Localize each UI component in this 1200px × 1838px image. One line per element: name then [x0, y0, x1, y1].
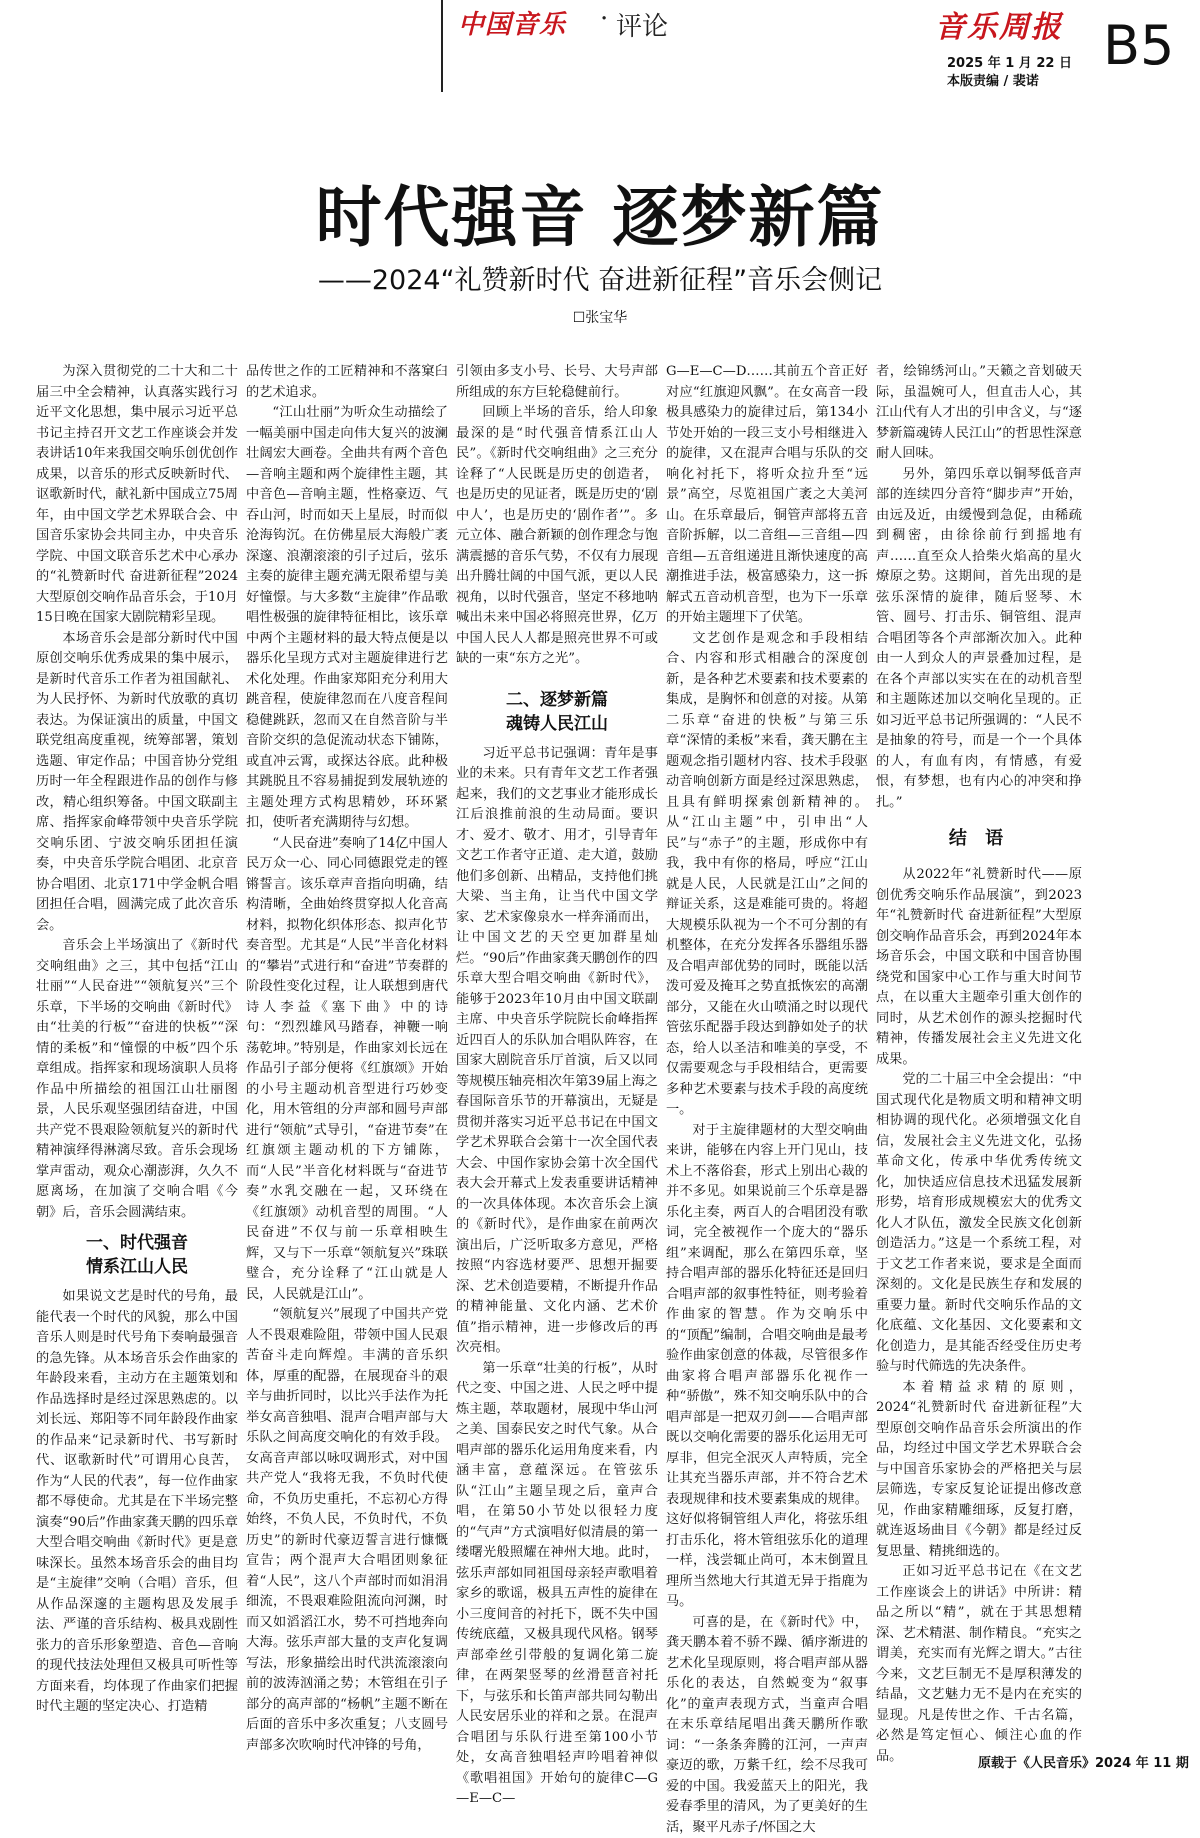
paragraph: 为深入贯彻党的二十大和二十届三中全会精神，认真落实践行习近平文化思想，集中展示习近平总书记主持召开文艺工作座谈会并发表讲话10年来我国交响乐创优创作成果，以音乐的形式反映新时代、讴歌新时代，献礼新中国成立75周年，由中国文学艺术界联合会、中国音乐家协会共同主办，中央音乐学院、中国文联音乐艺术中心承办的“礼赞新时代 奋进新征程”2024大型原创交响作品音乐会，于10月15日晚在国家大剧院精彩呈现。 — [36, 362, 238, 629]
paragraph: 另外，第四乐章以铜琴低音声部的连续四分音符“脚步声”开始，由远及近，由缓慢到急促，由稀疏到稠密，由徐徐前行到摇地有声……直至众人拾柴火焰高的星火燎原之势。这期间，首先出现的是弦乐深情的旋律，随后竖琴、木管、圆号、打击乐、铜管组、混声合唱团等各个声部渐次加入。此种由一人到众人的声景叠加过程，是在各个声部以实实在在的动机音型和主题陈述加以交响化呈现的。正如习近平总书记所强调的：“人民不是抽象的符号，而是一个一个具体的人，有血有肉，有情感，有爱恨，有梦想，也有内心的冲突和挣扎。” — [876, 465, 1082, 814]
paragraph: 可喜的是，在《新时代》中，龚天鹏本着不骄不躁、循序渐进的艺术化呈现原则，将合唱声部从器乐化的表达，自然蜕变为“叙事化”的童声表现方式，当童声合唱在末乐章结尾唱出龚天鹏所作歌词：“一条条奔腾的江河，一声声豪迈的歌，万紫千红，绘不尽我可爱的中国。我爱蓝天上的阳光，我爱春季里的清风，为了更美好的生活，聚平凡赤子/怀国之大 — [666, 1613, 868, 1838]
column-3 — [456, 362, 658, 1810]
article-title: 时代强音 逐梦新篇 — [0, 164, 1200, 259]
paragraph: 从2022年“礼赞新时代——原创优秀交响乐作品展演”，到2023年“礼赞新时代 奋进新征程”大型原创交响作品音乐会，再到2024年本场音乐会，中国文联和中国音协围绕党和国家中心工作与重大时间节点，在以重大主题牵引重大创作的同时，从艺术创作的源头挖掘时代精神，传播发展社会主义先进文化成果。 — [876, 865, 1082, 1070]
header-separator: · — [600, 4, 608, 34]
section-heading-1 — [36, 1231, 238, 1279]
section-heading-2 — [456, 688, 658, 736]
paragraph: 品传世之作的工匠精神和不落窠臼的艺术追求。 — [246, 362, 448, 403]
section-heading-line: 二、逐梦新篇 — [456, 688, 658, 712]
paragraph: 正如习近平总书记在《在文艺工作座谈会上的讲话》中所讲：精品之所以“精”，就在于其思想精深、艺术精湛、制作精良。“充实之谓美，充实而有光辉之谓大。”古往今来，文艺巨制无不是厚积薄发的结晶，文艺魅力无不是内在充实的显现。凡是传世之作、千古名篇，必然是笃定恒心、倾注心血的作品。 — [876, 1562, 1082, 1767]
page-number: B5 — [1103, 14, 1174, 77]
paragraph: 如果说文艺是时代的号角，最能代表一个时代的风貌，那么中国音乐人则是时代号角下奏响最强音的急先锋。从本场音乐会作曲家的年龄段来看，主动方在主题策划和作品选择时是经过深思熟虑的。以刘长远、郑阳等不同年龄段作曲家的作品来“记录新时代、书写新时代、讴歌新时代”可谓用心良苦，作为“人民的代表”，每一位作曲家都不辱使命。尤其是在下半场完整演奏“90后”作曲家龚天鹏的四乐章大型合唱交响曲《新时代》更是意味深长。虽然本场音乐会的曲目均是“主旋律”交响（合唱）音乐，但从作品深邃的主题构思及发展手法、严谨的音乐结构、极具戏剧性张力的音乐形象塑造、音色—音响的现代技法处理但又极具可听性等方面来看，均体现了作曲家们把握时代主题的坚定决心、打造精 — [36, 1287, 238, 1718]
weekly-logo: 音乐周报 — [935, 2, 1063, 46]
paragraph: “人民奋进”奏响了14亿中国人民万众一心、同心同德跟党走的铿锵誓言。该乐章声音指向明确，结构清晰，全曲始终贯穿拟人化音高材料，拟物化织体形态、拟声化节奏音型。尤其是“人民”半音化材料的“攀岩”式进行和“奋进”节奏群的阶段性变化过程，让人联想到唐代诗人李益《塞下曲》中的诗句：“烈烈雄风马踏春，神鞭一响荡乾坤。”特别是，作曲家刘长远在作品引子部分便将《红旗颂》开始的小号主题动机音型进行巧妙变化，用木管组的分声部和圆号声部进行“领航”式导引，“奋进节奏”在红旗颂主题动机的下方铺陈，而“人民”半音化材料既与“奋进节奏”水乳交融在一起，又环绕在《红旗颂》动机音型的周围。“人民奋进”不仅与前一乐章相映生辉，又与下一乐章“领航复兴”珠联璧合，充分诠释了“江山就是人民，人民就是江山”。 — [246, 834, 448, 1306]
column-4 — [666, 362, 868, 1838]
paragraph: 对于主旋律题材的大型交响曲来讲，能够在内容上开门见山，技术上不落俗套，形式上别出心裁的并不多见。如果说前三个乐章是器乐化主奏，两百人的合唱团没有歌词，完全被视作一个庞大的“器乐组”来调配，那么在第四乐章，坚持合唱声部的器乐化特征还是回归合唱声部的叙事性特征，则考验着作曲家的智慧。作为交响乐中的“顶配”编制，合唱交响曲是最考验作曲家创意的体裁，尽管很多作曲家将合唱声部器乐化视作一种“骄傲”，殊不知交响乐队中的合唱声部是一把双刃剑——合唱声部既以交响化需要的器乐化运用无可厚非，但完全泯灭人声特质，完全让其充当器乐声部，并不符合艺术表现规律和技术要素集成的规律。这好似将铜管组人声化，将弦乐组打击乐化，将木管组弦乐化的道理一样，浅尝辄止尚可，本末倒置且理所当然地大行其道无异于指鹿为马。 — [666, 1121, 868, 1613]
header-divider — [441, 0, 443, 92]
section-heading-3: 结 语 — [876, 827, 1082, 851]
column-1 — [36, 362, 238, 1718]
paragraph: 本场音乐会是部分新时代中国原创交响乐优秀成果的集中展示，是新时代音乐工作者为祖国献礼、为人民抒怀、为新时代放歌的真切表达。为保证演出的质量，中国文联党组高度重视，统筹部署，策划选题、审定作品；中国音协分党组历时一年全程跟进作品的创作与修改，精心组织筹备。中国文联副主席、指挥家俞峰带领中央音乐学院交响乐团、宁波交响乐团担任演奏，中央音乐学院合唱团、北京音协合唱团、北京171中学金帆合唱团担任合唱，圆满完成了此次音乐会。 — [36, 629, 238, 937]
byline: ☐张宝华 — [0, 307, 1200, 327]
section-heading-line: 一、时代强音 — [36, 1231, 238, 1255]
paragraph: 本着精益求精的原则，2024“礼赞新时代 奋进新征程”大型原创交响作品音乐会所演出的作品，均经过中国文学艺术界联合会与中国音乐家协会的严格把关与层层筛选，专家反复论证提出修改意见，作曲家精雕细琢，反复打磨，就连返场曲目《今朝》都是经过反复思量、精挑细选的。 — [876, 1378, 1082, 1563]
article-subtitle: ——2024“礼赞新时代 奋进新征程”音乐会侧记 — [0, 258, 1200, 297]
paragraph: G—E—C—D……其前五个音正好对应“红旗迎风飘”。在女高音一段极具感染力的旋律过后，第134小节处开始的一段三支小号相继进入的旋律，又在混声合唱与乐队的交响化衬托下，将听众拉升至“远景”高空，尽览祖国广袤之大美河山。在乐章最后，铜管声部将五音音阶拆解，以二音组—三音组—四音组—五音组递进且渐快速度的高潮推进手法，极富感染力，这一拆解式五音动机音型，也为下一乐章的开始主题埋下了伏笔。 — [666, 362, 868, 629]
issue-date: 2025 年 1 月 22 日 — [947, 52, 1072, 71]
page-header — [0, 0, 1200, 96]
source-note: 原载于《人民音乐》2024 年 11 期 — [978, 1752, 1189, 1771]
paragraph: 第一乐章“壮美的行板”，从时代之变、中国之进、人民之呼中提炼主题，萃取题材，展现中华山河之美、国泰民安之时代气象。从合唱声部的器乐化运用角度来看，内涵丰富，意蕴深远。在管弦乐队“江山”主题呈现之后，童声合唱，在第50小节处以很轻力度的“气声”方式演唱好似清晨的第一缕曙光般照耀在神州大地。此时，弦乐声部如同祖国母亲轻声歌唱着家乡的歌谣，极具五声性的旋律在小三度间音的衬托下，既不失中国传统底蕴，又极具现代风格。钢琴声部牵丝引带般的复调化第二旋律，在两架竖琴的丝滑琶音衬托下，与弦乐和长笛声部共同勾勒出人民安居乐业的祥和之景。在混声合唱团与乐队行进至第100小节处，女高音独唱轻声吟唱着神似《歌唱祖国》开始句的旋律C—G—E—C— — [456, 1359, 658, 1810]
paragraph: 回顾上半场的音乐，给人印象最深的是“时代强音情系江山人民”。《新时代交响组曲》之三充分诠释了“人民既是历史的创造者，也是历史的见证者，既是历史的‘剧中人’，也是历史的‘剧作者’”。多元立体、融合新颖的创作理念与饱满震撼的音乐气势，不仅有力展现出升腾壮阔的中国气派，更以人民视角，以时代强音，坚定不移地呐喊出未来中国必将照亮世界，亿万中国人民人人都是照亮世界不可或缺的一束“东方之光”。 — [456, 403, 658, 670]
section-heading-line: 魂铸人民江山 — [456, 712, 658, 736]
paper-logo: 中国音乐 — [458, 4, 566, 41]
section-heading-line: 情系江山人民 — [36, 1255, 238, 1279]
column-5 — [876, 362, 1082, 1767]
paragraph: 者，绘锦绣河山。”天籁之音划破天际，虽温婉可人，但直击人心，其江山代有人才出的引申含义，与“逐梦新篇魂铸人民江山”的哲思性深意耐人回味。 — [876, 362, 1082, 465]
paragraph: 习近平总书记强调：青年是事业的未来。只有青年文艺工作者强起来，我们的文艺事业才能形成长江后浪推前浪的生动局面。要识才、爱才、敬才、用才，引导青年文艺工作者守正道、走大道，鼓励他们多创新、出精品，支持他们挑大梁、当主角，让当代中国文学家、艺术家像泉水一样奔涌而出，让中国文艺的天空更加群星灿烂。“90后”作曲家龚天鹏创作的四乐章大型合唱交响曲《新时代》，能够于2023年10月由中国文联副主席、中央音乐学院院长俞峰指挥近四百人的乐队加合唱队阵容，在国家大剧院音乐厅首演，后又以同等规模压轴亮相次年第39届上海之春国际音乐节的开幕演出，无疑是贯彻并落实习近平总书记在中国文学艺术界联合会第十一次全国代表大会、中国作家协会第十次全国代表大会开幕式上发表重要讲话精神的一次具体体现。本次音乐会上演的《新时代》，是作曲家在前两次演出后，广泛听取多方意见，严格按照“内容选材要严、思想开掘要深、艺术创造要精，不断提升作品的精神能量、文化内涵、艺术价值”指示精神，进一步修改后的再次亮相。 — [456, 744, 658, 1359]
paragraph: 引领由多支小号、长号、大号声部所组成的东方巨轮稳健前行。 — [456, 362, 658, 403]
column-2 — [246, 362, 448, 1756]
page-editor: 本版责编 / 裴诺 — [947, 70, 1039, 89]
section-name: 评论 — [616, 6, 668, 43]
paragraph: 党的二十届三中全会提出：“中国式现代化是物质文明和精神文明相协调的现代化。必须增强文化自信，发展社会主义先进文化，弘扬革命文化，传承中华优秀传统文化，加快适应信息技术迅猛发展新形势，培育形成规模宏大的优秀文化人才队伍，激发全民族文化创新创造活力。”这是一个系统工程，对于文艺工作者来说，要求是全面而深刻的。文化是民族生存和发展的重要力量。新时代交响乐作品的文化底蕴、文化基因、文化要素和文化创造力，是其能否经受住历史考验与时代筛选的先决条件。 — [876, 1070, 1082, 1378]
paragraph: “领航复兴”展现了中国共产党人不畏艰难险阻，带领中国人民艰苦奋斗走向辉煌。丰满的音乐织体，厚重的配器，在展现奋斗的艰辛与曲折同时，以比兴手法作为托举女高音独唱、混声合唱声部与大乐队之间高度交响化的有效手段。女高音声部以咏叹调形式，对中国共产党人“我将无我，不负时代使命，不负历史重托，不忘初心方得始终，不负人民，不负时代，不负历史”的新时代豪迈誓言进行慷慨宣告；两个混声大合唱团则象征着“人民”，这八个声部时而如涓涓细流，不畏艰难险阻流向河渊，时而又如滔滔江水，势不可挡地奔向大海。弦乐声部大量的支声化复调写法，形象描绘出时代洪流滚滚向前的波涛汹涌之势；木管组在引子部分的高声部的“杨帆”主题不断在后面的音乐中多次重复；八支圆号声部多次吹响时代冲锋的号角， — [246, 1305, 448, 1756]
paragraph: “江山壮丽”为听众生动描绘了一幅美丽中国走向伟大复兴的波澜壮阔宏大画卷。全曲共有两个音色—音响主题和两个旋律性主题，其中音色—音响主题，性格豪迈、气吞山河，时而如天上星辰，时而似沧海钩沉。在仿佛星辰大海般广袤深邃、浪潮滚滚的引子过后，弦乐主奏的旋律主题充满无限希望与美好憧憬。与大多数“主旋律”作品歌唱性极强的旋律特征相比，该乐章中两个主题材料的最大特点便是以器乐化呈现方式对主题旋律进行艺术化处理。作曲家郑阳充分利用大跳音程，使旋律忽而在八度音程间稳健跳跃，忽而又在自然音阶与半音阶交织的急促流动状态下铺陈，或直冲云霄，或探达谷底。此种极其跳脱且不容易捕捉到发展轨迹的主题处理方式构思精妙，环环紧扣，使听者充满期待与幻想。 — [246, 403, 448, 834]
paragraph: 文艺创作是观念和手段相结合、内容和形式相融合的深度创新，是各种艺术要素和技术要素的集成，是胸怀和创意的对接。从第二乐章“奋进的快板”与第三乐章“深情的柔板”来看，龚天鹏在主题观念指引题材内容、技术手段驱动音响创新方面是经过深思熟虑，且具有鲜明探索创新精神的。从“江山主题”中，引申出“人民”与“赤子”的主题，形成你中有我，我中有你的格局，呼应“江山就是人民，人民就是江山”之间的辩证关系，这是难能可贵的。将超大规模乐队视为一个不可分割的有机整体，在充分发挥各乐器组乐器及合唱声部优势的同时，既能以活泼可爱及掩耳之势直抵恢宏的高潮部分，又能在火山喷涌之时以现代管弦乐配器手段达到静如处子的状态，给人以圣洁和唯美的享受，不仅需要观念与手段相结合，更需要多种艺术要素与技术手段的高度统一。 — [666, 629, 868, 1121]
paragraph: 音乐会上半场演出了《新时代交响组曲》之三，其中包括“江山壮丽”“人民奋进”“领航复兴”三个乐章，下半场的交响曲《新时代》由“壮美的行板”“奋进的快板”“深情的柔板”和“憧憬的中板”四个乐章组成。指挥家和现场演职人员将作品中所描绘的祖国江山壮丽图景，人民乐观坚强团结奋进，中国共产党不畏艰险领航复兴的新时代精神演绎得淋漓尽致。音乐会现场掌声雷动，观众心潮澎湃，久久不愿离场，在加演了交响合唱《今朝》后，音乐会圆满结束。 — [36, 936, 238, 1223]
